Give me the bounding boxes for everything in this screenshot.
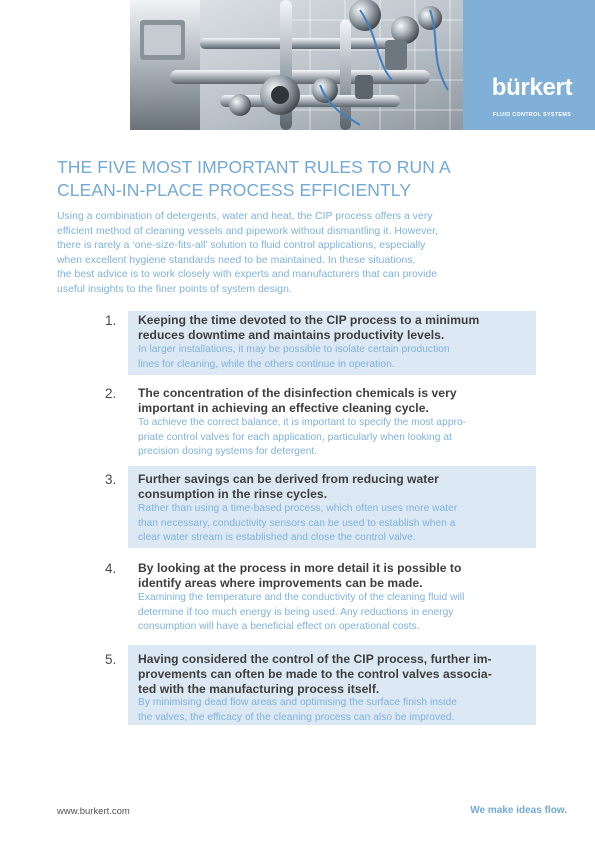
rule-body-line: In larger installations, it may be possible to isolate certain production bbox=[138, 344, 450, 355]
intro-line: the best advice is to work closely with experts and manufacturers that can provide bbox=[57, 269, 438, 281]
rule-number: 3. bbox=[105, 472, 117, 487]
rule-heading-line: Further savings can be derived from reducing water bbox=[138, 472, 439, 486]
rule-body bbox=[138, 591, 533, 635]
title-line: CLEAN-IN-PLACE PROCESS EFFICIENTLY bbox=[57, 180, 412, 200]
rule-body-line: the valves, the efficacy of the cleaning process can also be improved. bbox=[138, 711, 455, 723]
intro-line: there is rarely a ‘one-size-fits-all’ solution to fluid control applications, especially bbox=[57, 240, 426, 252]
rule-body-line: than necessary, conductivity sensors can be used to establish when a bbox=[138, 517, 456, 529]
title-line: THE FIVE MOST IMPORTANT RULES TO RUN A bbox=[57, 157, 451, 177]
rule-body-line: precision dosing systems for detergent. bbox=[138, 446, 318, 458]
header-photo bbox=[130, 0, 463, 130]
rule-body bbox=[138, 416, 533, 460]
rule-body-line: Rather than using a time-based process, which often uses more water bbox=[138, 503, 458, 514]
rule-heading-line: provements can often be made to the control valves associa- bbox=[138, 667, 492, 681]
valve-installation-image bbox=[130, 0, 463, 130]
rule-heading-line: By looking at the process in more detail it is possible to bbox=[138, 561, 462, 575]
rule-heading-line: Having considered the control of the CIP process, further im- bbox=[138, 652, 492, 666]
rule-body-line: Examining the temperature and the conductivity of the cleaning fluid will bbox=[138, 592, 465, 603]
rule-heading-line: reduces downtime and maintains productivity levels. bbox=[138, 328, 445, 342]
rule-heading-line: consumption in the rinse cycles. bbox=[138, 487, 328, 501]
rule-body-line: By minimising dead flow areas and optimising the surface finish inside bbox=[138, 697, 457, 708]
rule-heading bbox=[138, 561, 533, 591]
rule-heading-line: identify areas where improvements can be made. bbox=[138, 576, 423, 590]
rule-heading-line: important in achieving an effective cleaning cycle. bbox=[138, 401, 429, 415]
rule-number: 4. bbox=[105, 561, 117, 576]
rule-body bbox=[138, 502, 533, 546]
rule-heading bbox=[138, 472, 533, 502]
intro-line: useful insights to the finer points of system design. bbox=[57, 283, 292, 295]
rule-heading-line: The concentration of the disinfection chemicals is very bbox=[138, 386, 457, 400]
footer-website-link[interactable]: www.burkert.com bbox=[57, 806, 130, 817]
intro-line: when excellent hygiene standards need to be maintained. In these situations, bbox=[57, 254, 416, 266]
rule-number: 1. bbox=[105, 313, 117, 328]
brand-panel bbox=[463, 0, 595, 130]
rule-body bbox=[138, 343, 533, 372]
intro-line: Using a combination of detergents, water and heat, the CIP process offers a very bbox=[57, 211, 433, 222]
intro-line: efficient method of cleaning vessels and pipework without dismantling it. However, bbox=[57, 225, 439, 237]
rule-body-line: consumption will have a beneficial effect on operational costs. bbox=[138, 621, 420, 633]
rule-body-line: clear water stream is established and close the control valve. bbox=[138, 532, 416, 544]
rule-item-4 bbox=[0, 559, 595, 639]
rule-body-line: lines for cleaning, while the others continue in operation. bbox=[138, 358, 395, 370]
rule-heading bbox=[138, 386, 533, 416]
rule-heading bbox=[138, 313, 533, 343]
footer-slogan: We make ideas flow. bbox=[470, 805, 567, 816]
rule-body-line: priate control valves for each application, particularly when looking at bbox=[138, 431, 452, 443]
brand-logo: bürkert bbox=[491, 74, 573, 101]
rule-heading-line: ted with the manufacturing process itself. bbox=[138, 682, 380, 696]
rule-heading-line: Keeping the time devoted to the CIP process to a minimum bbox=[138, 313, 480, 327]
rule-item-2 bbox=[0, 384, 595, 464]
rule-body bbox=[138, 696, 533, 725]
rule-body-line: determine if too much energy is being used. Any reductions in energy bbox=[138, 606, 454, 618]
rule-heading bbox=[138, 652, 533, 697]
rule-item-5 bbox=[0, 650, 595, 730]
rule-item-1 bbox=[0, 311, 595, 377]
page-title bbox=[57, 156, 557, 202]
rule-number: 2. bbox=[105, 386, 117, 401]
intro-paragraph bbox=[57, 210, 557, 298]
brand-tagline: FLUID CONTROL SYSTEMS bbox=[492, 112, 572, 118]
rule-number: 5. bbox=[105, 652, 117, 667]
rule-body-line: To achieve the correct balance, it is important to specify the most appro- bbox=[138, 417, 467, 428]
rule-item-3 bbox=[0, 470, 595, 550]
